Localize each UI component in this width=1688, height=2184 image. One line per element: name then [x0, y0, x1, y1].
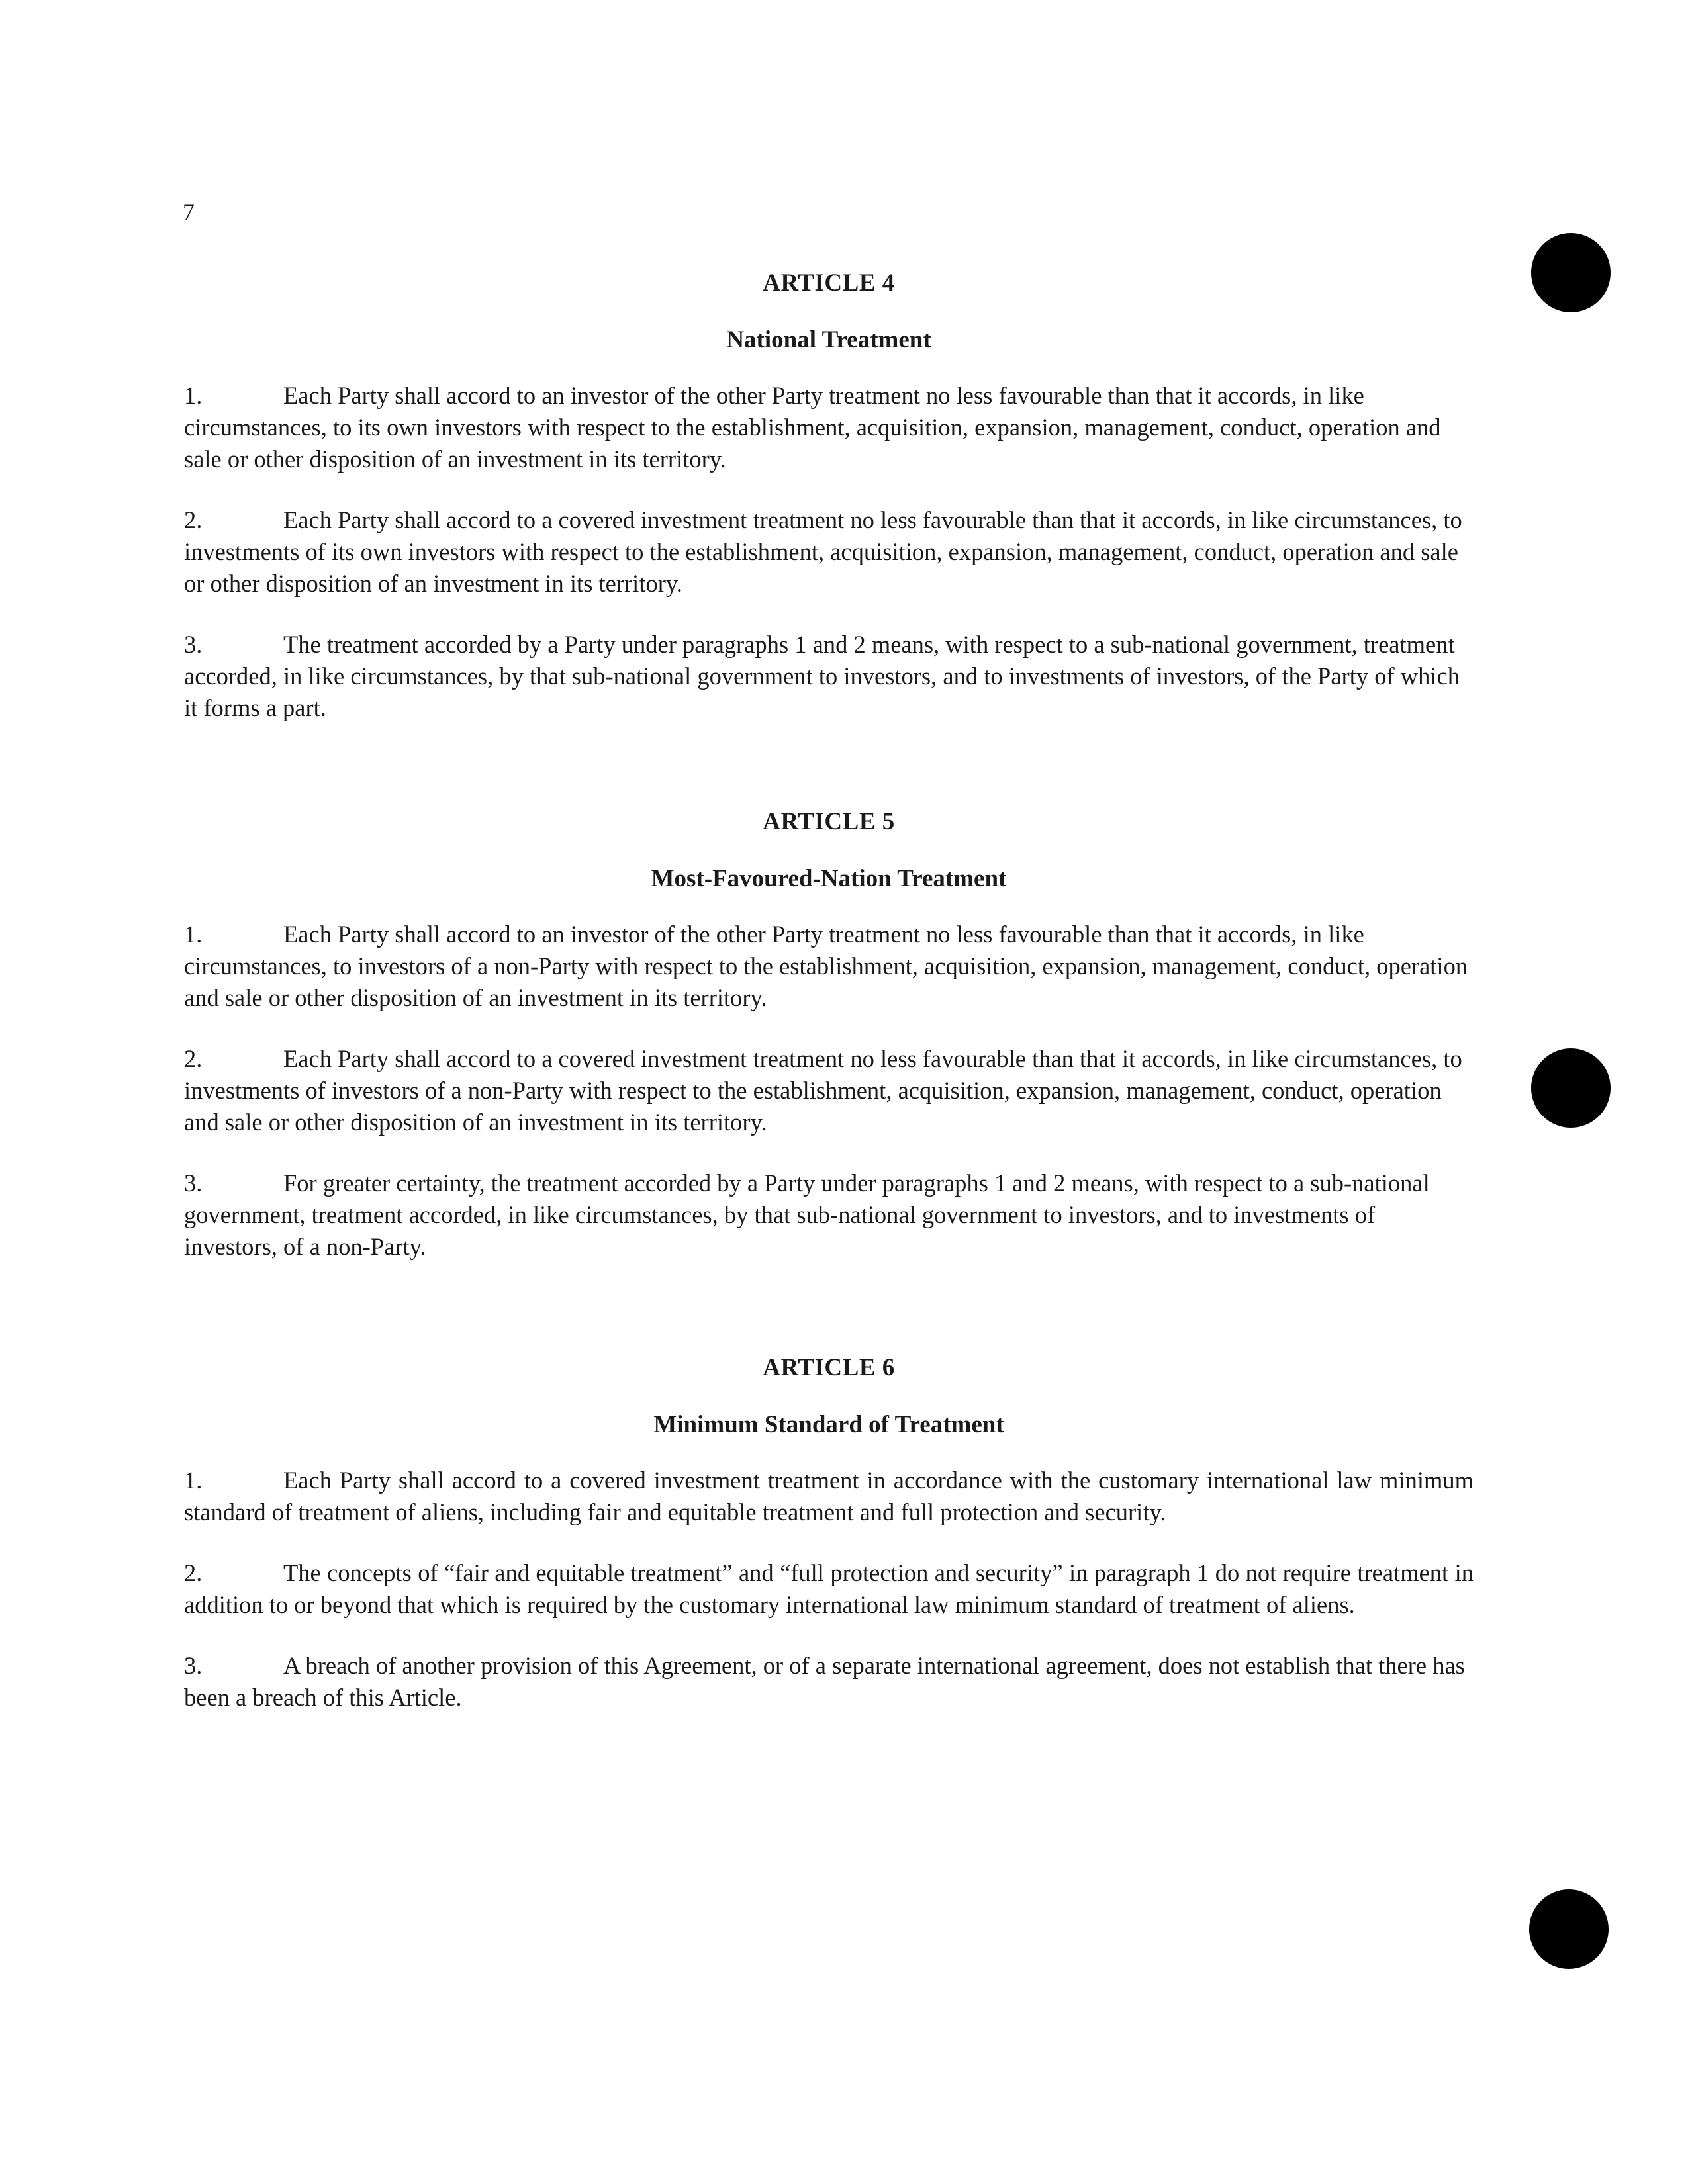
paragraph	[184, 1557, 1474, 1621]
article-paragraphs	[184, 1465, 1474, 1713]
paragraph-text: Each Party shall accord to a covered investment treatment in accordance with the customary international law minimum standard of treatment of aliens, including fair and equitable treatment and full protection and security.	[184, 1467, 1474, 1525]
paragraph-number: 2.	[184, 1045, 203, 1072]
paragraph	[184, 1465, 1474, 1528]
article-title: Most-Favoured-Nation Treatment	[651, 865, 1007, 892]
article-6	[184, 1353, 1474, 1743]
paragraph	[184, 504, 1474, 600]
paragraph	[184, 380, 1474, 475]
paragraph-number: 1.	[184, 1467, 203, 1494]
paragraph-text: Each Party shall accord to an investor of the other Party treatment no less favourable than that it accords, in like circumstances, to its own investors with respect to the establishment, acquisition, expansion, management, conduct, operation and sale or other disposition of an investment in its territory.	[184, 382, 1441, 473]
paragraph-text: Each Party shall accord to a covered investment treatment no less favourable than that it accords, in like circumstances, to investments of investors of a non-Party with respect to the establishment, acquisition, expansion, management, conduct, operation and sale or other disposition of an investment in its territory.	[184, 1045, 1462, 1136]
paragraph-text: For greater certainty, the treatment accorded by a Party under paragraphs 1 and 2 means, with respect to a sub-national government, treatment accorded, in like circumstances, by that sub-national government to investors, and to investments of investors, of a non-Party.	[184, 1169, 1430, 1260]
paragraph-text: Each Party shall accord to an investor of the other Party treatment no less favourable than that it accords, in like circumstances, to investors of a non-Party with respect to the establishment, acquisition, expansion, management, conduct, operation and sale or other disposition of an investment in its territory.	[184, 921, 1468, 1011]
punch-hole-bottom	[1529, 1889, 1609, 1969]
article-title: Minimum Standard of Treatment	[653, 1411, 1004, 1438]
paragraph	[184, 1167, 1474, 1263]
page-number: 7	[183, 199, 195, 225]
paragraph	[184, 919, 1474, 1014]
article-paragraphs	[184, 919, 1474, 1263]
paragraph-number: 3.	[184, 1652, 203, 1679]
paragraph-number: 1.	[184, 921, 203, 948]
paragraph-text: Each Party shall accord to a covered investment treatment no less favourable than that it accords, in like circumstances, to investments of its own investors with respect to the establishment, acquisition, expansion, management, conduct, operation and sale or other disposition of an investment in its territory.	[184, 506, 1462, 597]
paragraph-text: A breach of another provision of this Agreement, or of a separate international agreement, does not establish that there has been a breach of this Article.	[184, 1652, 1465, 1711]
article-5	[184, 807, 1474, 1292]
paragraph	[184, 1650, 1474, 1713]
paragraph-number: 1.	[184, 382, 203, 409]
paragraph-number: 2.	[184, 506, 203, 533]
paragraph	[184, 1043, 1474, 1138]
paragraph-number: 3.	[184, 1169, 203, 1197]
paragraph-number: 3.	[184, 631, 203, 658]
punch-hole-middle	[1531, 1048, 1611, 1128]
article-heading: ARTICLE 4	[763, 269, 895, 296]
article-title: National Treatment	[726, 326, 931, 353]
paragraph-text: The concepts of “fair and equitable treatment” and “full protection and security” in paragraph 1 do not require treatment in addition to or beyond that which is required by the customary international law minimum standard of treatment of aliens.	[184, 1559, 1474, 1618]
article-paragraphs	[184, 380, 1474, 724]
paragraph-number: 2.	[184, 1559, 203, 1586]
article-4	[184, 269, 1474, 753]
article-heading: ARTICLE 5	[763, 808, 895, 835]
punch-hole-top	[1531, 233, 1611, 312]
paragraph-text: The treatment accorded by a Party under paragraphs 1 and 2 means, with respect to a sub-national government, treatment accorded, in like circumstances, by that sub-national government to investors, and to investments of investors, of the Party of which it forms a part.	[184, 631, 1460, 721]
paragraph	[184, 629, 1474, 724]
article-heading: ARTICLE 6	[763, 1354, 895, 1381]
